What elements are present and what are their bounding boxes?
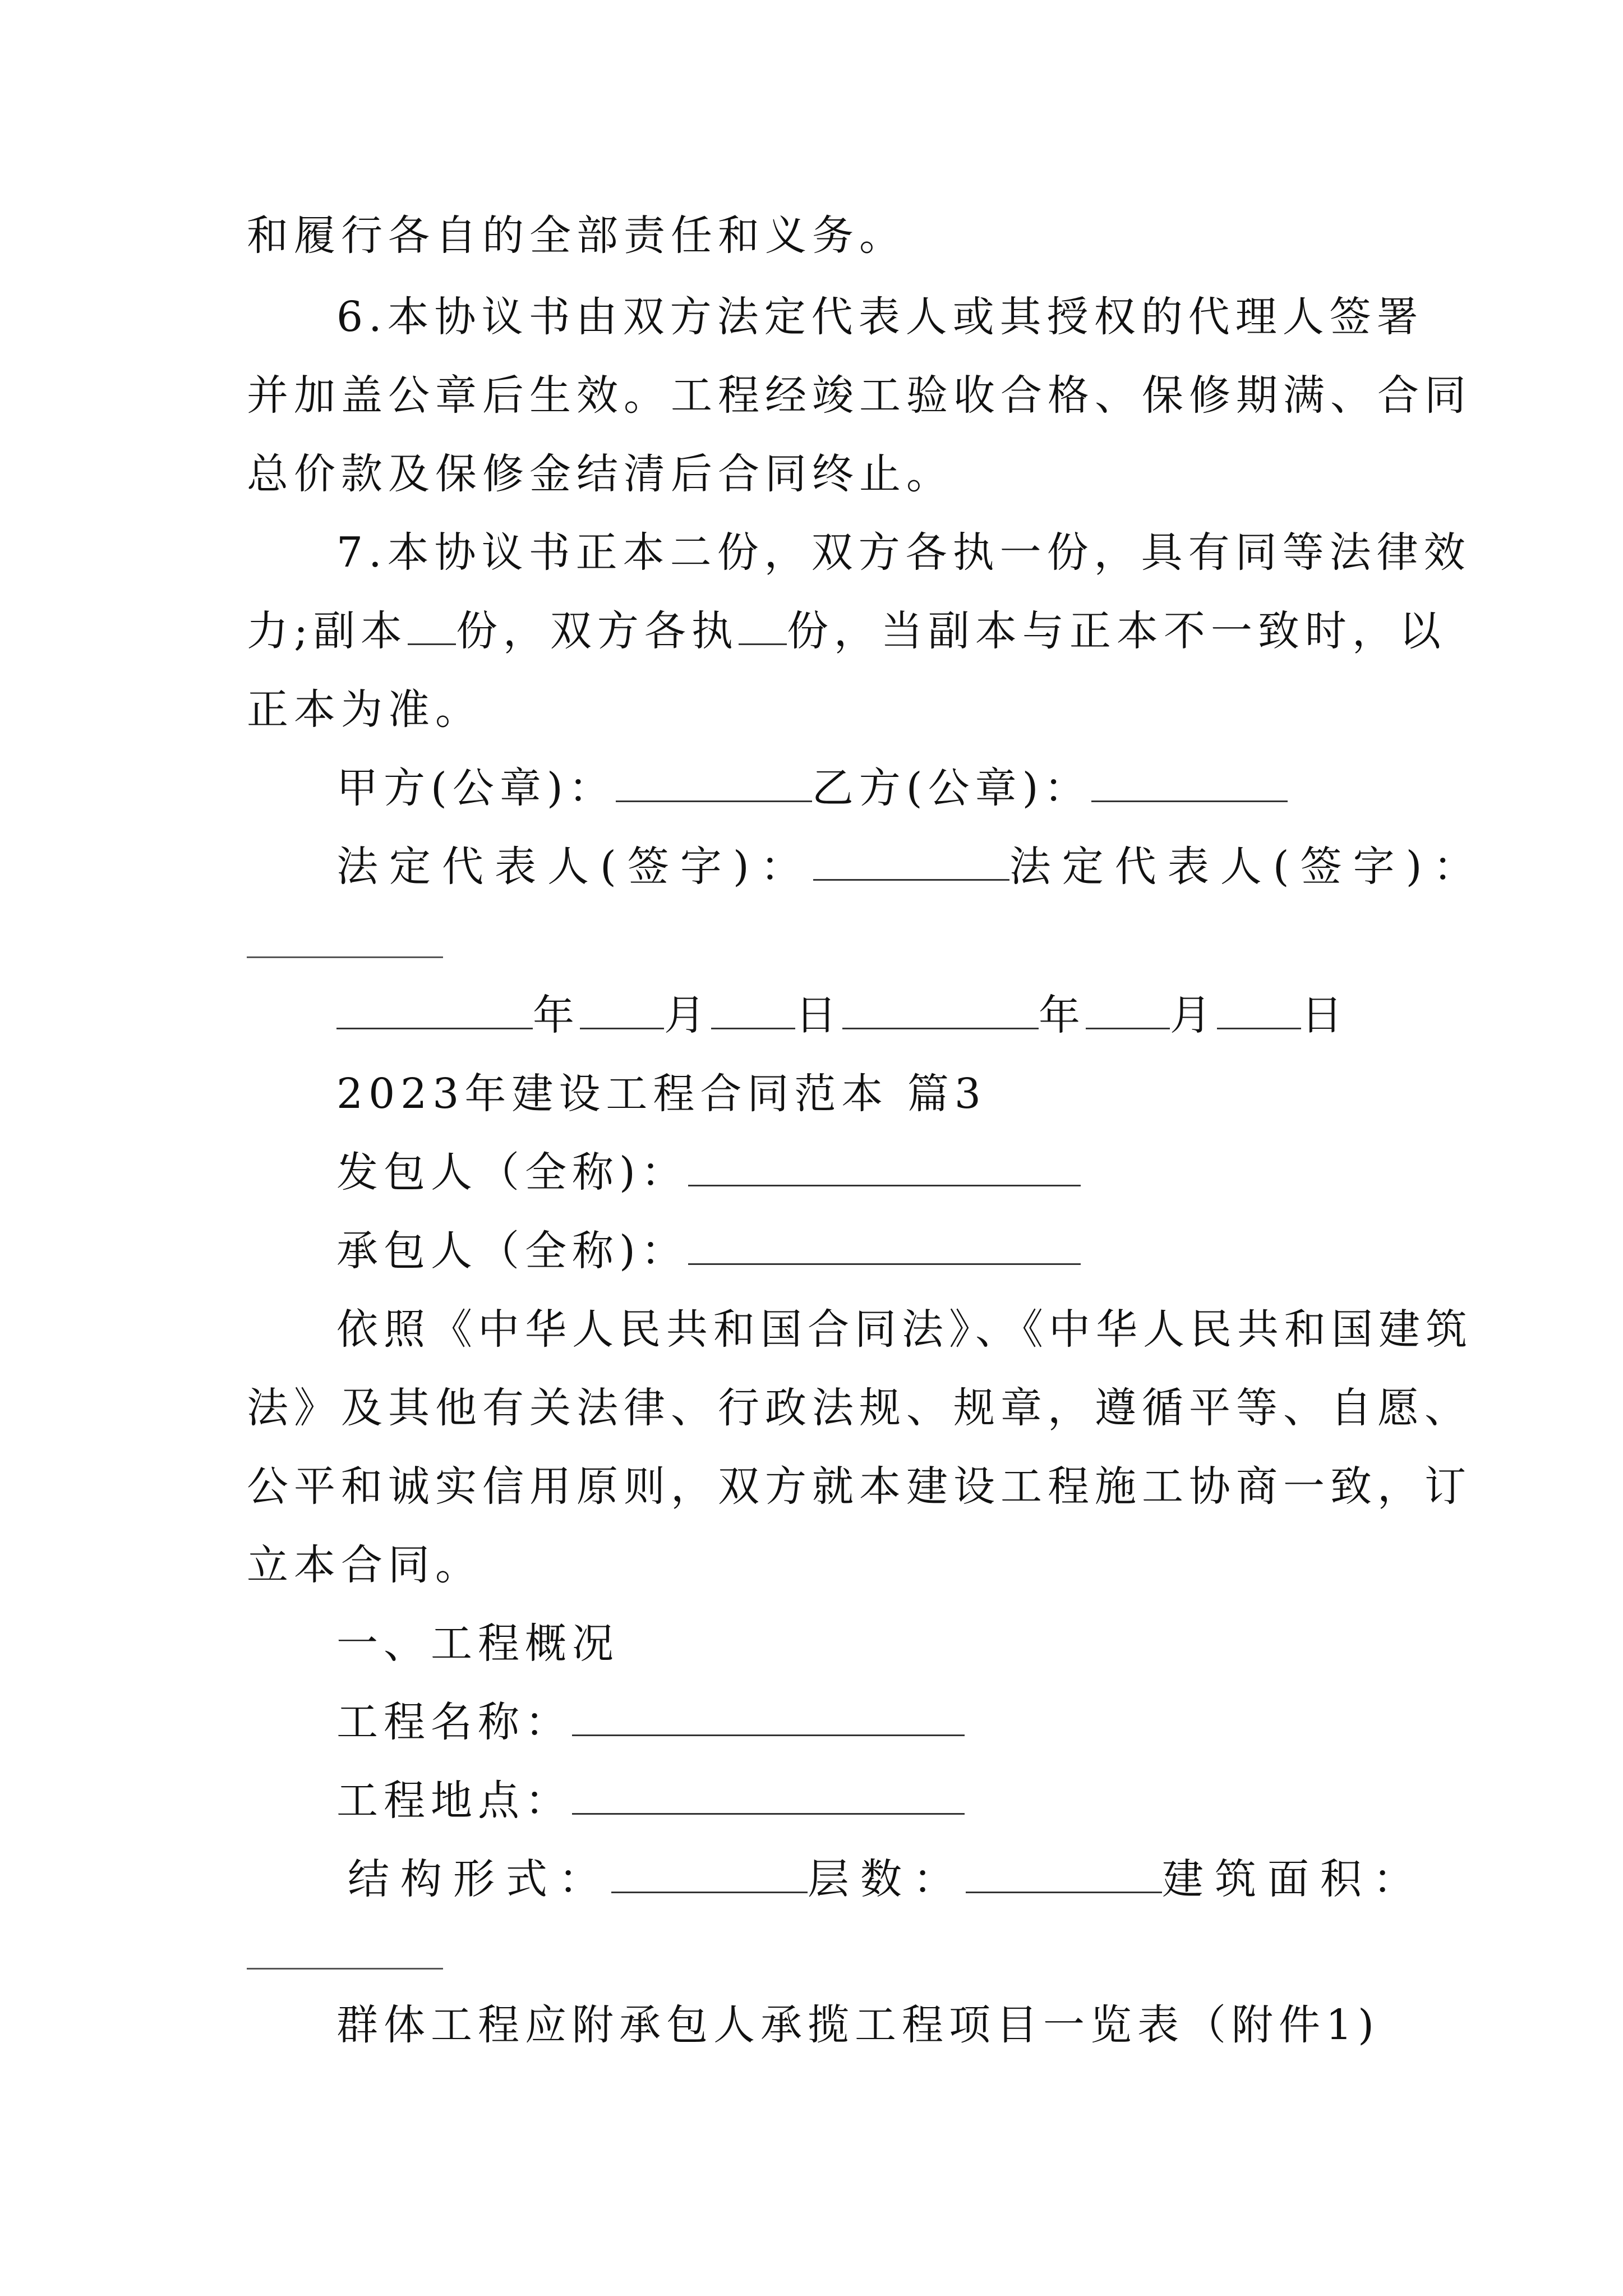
clause-7-line-1: 7.本协议书正本二份，双方各执一份，具有同等法律效 <box>336 528 1471 577</box>
party-b-rep-blank[interactable] <box>247 956 443 958</box>
intro-line-4: 立本合同。 <box>247 1541 482 1589</box>
clause-7-text-c: 份，当副本与正本不一致时，以 <box>786 607 1446 655</box>
contractor-label: 承包人（全称)： <box>336 1227 688 1275</box>
paragraph-continuation: 和履行各自的全部责任和义务。 <box>247 211 906 260</box>
seal-line <box>336 760 1288 816</box>
day-label-b: 日 <box>1301 991 1348 1039</box>
structure-blank[interactable] <box>611 1857 808 1893</box>
structure-label: 结构形式： <box>348 1855 611 1903</box>
party-b-year-blank[interactable] <box>842 993 1039 1029</box>
party-a-seal-blank[interactable] <box>616 766 812 802</box>
party-a-day-blank[interactable] <box>711 993 795 1029</box>
party-b-rep-label: 法定代表人(签字)： <box>1009 843 1486 891</box>
floors-blank[interactable] <box>966 1857 1162 1893</box>
party-a-month-blank[interactable] <box>580 993 664 1029</box>
party-a-rep-label: 法定代表人(签字)： <box>336 843 813 891</box>
employer-blank[interactable] <box>688 1150 1081 1186</box>
area-label: 建筑面积： <box>1162 1855 1426 1903</box>
contractor-blank[interactable] <box>688 1228 1081 1265</box>
year-label-b: 年 <box>1039 991 1086 1039</box>
intro-line-1: 依照《中华人民共和国合同法》、《中华人民共和国建筑 <box>336 1305 1473 1354</box>
clause-7-text-a: 力;副本 <box>247 607 408 655</box>
clause-7-line-2 <box>247 603 1446 659</box>
party-b-month-blank[interactable] <box>1086 993 1170 1029</box>
month-label-a: 月 <box>664 991 711 1039</box>
intro-line-2: 法》及其他有关法律、行政法规、规章，遵循平等、自愿、 <box>247 1384 1472 1432</box>
project-location-blank[interactable] <box>572 1778 965 1815</box>
group-project-note: 群体工程应附承包人承揽工程项目一览表（附件1) <box>336 2001 1380 2049</box>
signature-line <box>336 839 1486 895</box>
employer-line <box>336 1144 1081 1200</box>
party-b-seal-blank[interactable] <box>1091 766 1288 802</box>
party-b-seal-label: 乙方(公章)： <box>811 764 1091 812</box>
party-a-seal-label: 甲方(公章)： <box>336 764 616 812</box>
section-1-title: 一、工程概况 <box>336 1619 619 1668</box>
section-heading: 2023年建设工程合同范本 篇3 <box>336 1070 986 1118</box>
month-label-b: 月 <box>1170 991 1217 1039</box>
copies-blank[interactable] <box>408 609 456 645</box>
project-name-label: 工程名称： <box>336 1698 572 1746</box>
project-location-line <box>336 1773 965 1829</box>
clause-6-line-3: 总价款及保修金结清后合同终止。 <box>247 450 953 498</box>
clause-7-line-3: 正本为准。 <box>247 685 482 734</box>
area-blank[interactable] <box>247 1968 443 1970</box>
day-label-a: 日 <box>795 991 842 1039</box>
clause-7-text-b: 份，双方各执 <box>455 607 739 655</box>
employer-label: 发包人（全称)： <box>336 1148 688 1197</box>
intro-line-3: 公平和诚实信用原则，双方就本建设工程施工协商一致，订 <box>247 1462 1472 1511</box>
date-line <box>336 987 1348 1043</box>
year-label-a: 年 <box>533 991 580 1039</box>
clause-6-line-2: 并加盖公章后生效。工程经竣工验收合格、保修期满、合同 <box>247 371 1472 420</box>
contractor-line <box>336 1223 1081 1279</box>
structure-line <box>348 1851 1426 1907</box>
project-name-blank[interactable] <box>572 1700 965 1736</box>
project-name-line <box>336 1694 965 1750</box>
floors-label: 层数： <box>808 1855 966 1903</box>
party-a-rep-blank[interactable] <box>813 844 1009 881</box>
project-location-label: 工程地点： <box>336 1777 572 1825</box>
clause-6-line-1: 6.本协议书由双方法定代表人或其授权的代理人签署 <box>336 293 1424 341</box>
copies-each-blank[interactable] <box>739 609 787 645</box>
party-b-day-blank[interactable] <box>1217 993 1301 1029</box>
party-a-year-blank[interactable] <box>336 993 533 1029</box>
